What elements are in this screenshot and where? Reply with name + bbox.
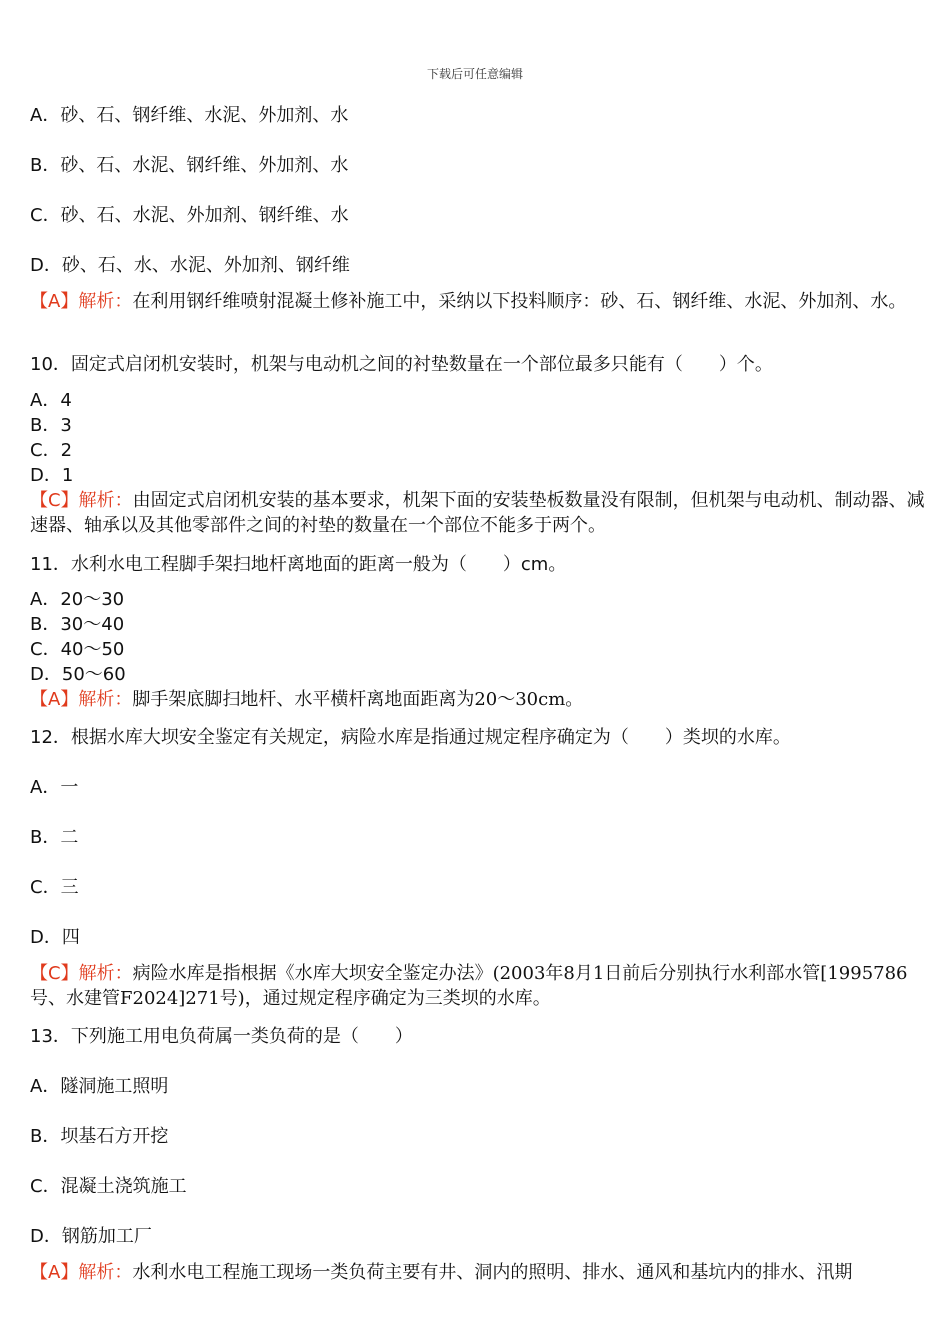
option-text: 50～60 (61, 664, 126, 685)
option-key: D． (30, 927, 62, 948)
question-number: 10． (30, 354, 71, 375)
q10-option-c[interactable] (30, 438, 72, 463)
question-number: 12． (30, 727, 71, 748)
option-key: A． (30, 105, 61, 126)
q9-answer (30, 289, 925, 314)
option-key: D． (30, 465, 62, 486)
q11-option-a[interactable] (30, 587, 124, 612)
option-text: 一 (60, 777, 79, 798)
answer-text: 病险水库是指根据《水库大坝安全鉴定办法》(2003年8月1日前后分别执行水利部水管[1995786号、水建管F2024]271号)，通过规定程序确定为三类坝的水库。 (30, 963, 908, 1009)
q12-option-a[interactable] (30, 775, 78, 800)
option-key: B． (30, 827, 61, 848)
option-key: C． (30, 440, 61, 461)
q10-option-d[interactable] (30, 463, 73, 488)
option-key: D． (30, 1226, 62, 1247)
option-text: 4 (60, 390, 72, 411)
question-text: 下列施工用电负荷属一类负荷的是（ ） (70, 1026, 413, 1047)
question-text: 根据水库大坝安全鉴定有关规定，病险水库是指通过规定程序确定为（ ）类坝的水库。 (70, 727, 791, 748)
answer-tag: 【C】解析： (30, 490, 133, 511)
q11-option-c[interactable] (30, 637, 124, 662)
q13-option-c[interactable] (30, 1174, 187, 1199)
answer-text: 脚手架底脚扫地杆、水平横杆离地面距离为20～30cm。 (132, 689, 584, 710)
page-header: 下载后可任意编辑 (426, 67, 523, 81)
question-text: 固定式启闭机安装时，机架与电动机之间的衬垫数量在一个部位最多只能有（ ）个。 (70, 354, 773, 375)
q13-answer (30, 1260, 925, 1285)
option-text: 钢筋加工厂 (61, 1226, 152, 1247)
option-key: A． (30, 777, 61, 798)
q11-stem (30, 552, 566, 577)
q13-option-d[interactable] (30, 1224, 152, 1249)
question-number: 13． (30, 1026, 71, 1047)
option-text: 坝基石方开挖 (60, 1126, 169, 1147)
q11-option-d[interactable] (30, 662, 126, 687)
option-text: 砂、石、钢纤维、水泥、外加剂、水 (60, 105, 349, 126)
q12-option-b[interactable] (30, 825, 78, 850)
answer-text: 由固定式启闭机安装的基本要求，机架下面的安装垫板数量没有限制，但机架与电动机、制动器、减速器、轴承以及其他零部件之间的衬垫的数量在一个部位不能多于两个。 (30, 490, 925, 536)
q12-option-c[interactable] (30, 875, 79, 900)
question-text: 水利水电工程脚手架扫地杆离地面的距离一般为（ ） (70, 554, 521, 575)
q10-stem (30, 352, 773, 377)
answer-tag: 【C】解析： (30, 963, 133, 984)
q12-option-d[interactable] (30, 925, 80, 950)
option-key: A． (30, 390, 61, 411)
option-text: 20～30 (60, 589, 125, 610)
q11-option-b[interactable] (30, 612, 124, 637)
option-key: D． (30, 255, 62, 276)
q10-option-b[interactable] (30, 413, 72, 438)
question-unit: cm。 (520, 554, 567, 575)
option-key: C． (30, 639, 61, 660)
option-text: 二 (60, 827, 79, 848)
option-text: 2 (60, 440, 73, 461)
option-text: 砂、石、水、水泥、外加剂、钢纤维 (61, 255, 350, 276)
option-text: 40～50 (60, 639, 125, 660)
q13-option-b[interactable] (30, 1124, 168, 1149)
answer-tag: 【A】解析： (30, 689, 133, 710)
option-key: B． (30, 1126, 61, 1147)
option-key: D． (30, 664, 62, 685)
option-key: B． (30, 155, 61, 176)
option-text: 3 (60, 415, 72, 436)
option-key: A． (30, 589, 61, 610)
q12-answer (30, 961, 925, 1011)
option-text: 隧洞施工照明 (60, 1076, 169, 1097)
option-key: C． (30, 877, 61, 898)
option-text: 四 (61, 927, 80, 948)
answer-text: 在利用钢纤维喷射混凝土修补施工中，采纳以下投料顺序：砂、石、钢纤维、水泥、外加剂、水。 (132, 291, 907, 312)
option-key: B． (30, 614, 61, 635)
q9-option-b[interactable] (30, 153, 348, 178)
option-text: 30～40 (60, 614, 125, 635)
option-key: A． (30, 1076, 61, 1097)
q13-stem (30, 1024, 413, 1049)
q9-option-a[interactable] (30, 103, 348, 128)
option-key: C． (30, 1176, 61, 1197)
q13-option-a[interactable] (30, 1074, 168, 1099)
question-number: 11． (30, 554, 71, 575)
q10-answer (30, 488, 925, 538)
option-key: B． (30, 415, 61, 436)
option-text: 混凝土浇筑施工 (60, 1176, 187, 1197)
answer-text: 水利水电工程施工现场一类负荷主要有井、洞内的照明、排水、通风和基坑内的排水、汛期 (132, 1262, 853, 1283)
answer-tag: 【A】解析： (30, 291, 133, 312)
q11-answer (30, 687, 925, 712)
option-key: C． (30, 205, 61, 226)
option-text: 1 (61, 465, 74, 486)
q9-option-d[interactable] (30, 253, 350, 278)
option-text: 砂、石、水泥、外加剂、钢纤维、水 (60, 205, 349, 226)
option-text: 砂、石、水泥、钢纤维、外加剂、水 (60, 155, 349, 176)
q9-option-c[interactable] (30, 203, 349, 228)
answer-tag: 【A】解析： (30, 1262, 133, 1283)
option-text: 三 (60, 877, 79, 898)
q12-stem (30, 725, 791, 750)
q10-option-a[interactable] (30, 388, 72, 413)
